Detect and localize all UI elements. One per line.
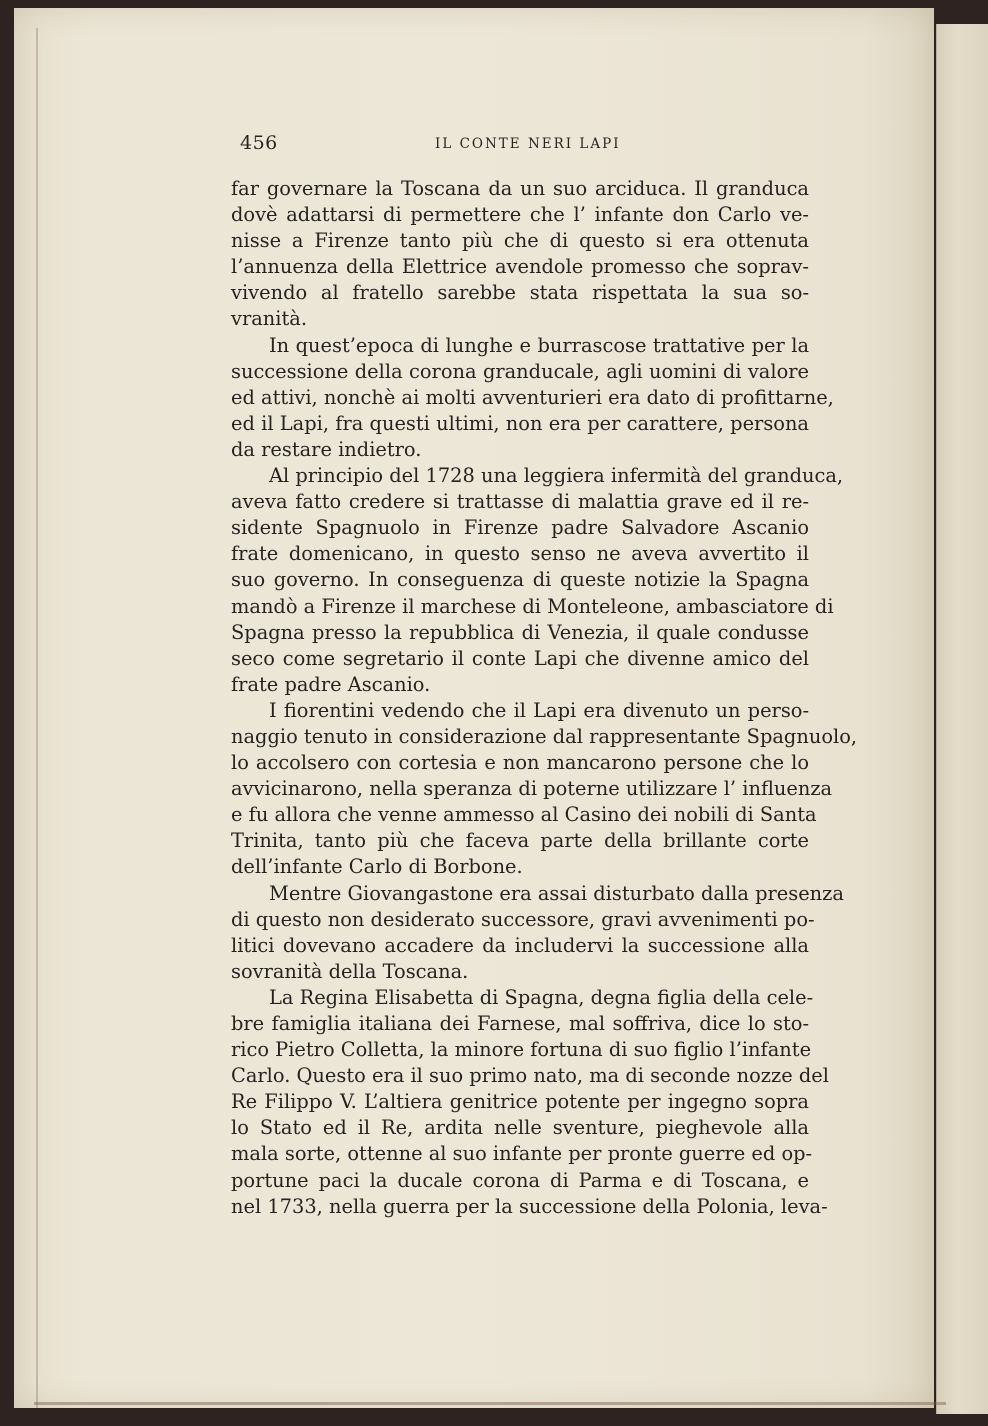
text-line: sidente Spagnuolo in Firenze padre Salvadore Ascanio [231, 516, 809, 540]
text-line: nisse a Firenze tanto più che di questo si era ottenuta [231, 229, 809, 253]
text-line: mandò a Firenze il marchese di Monteleone, ambasciatore di [231, 594, 834, 618]
paragraph [231, 881, 844, 985]
page-header [240, 128, 812, 156]
text-line: l’annuenza della Elettrice avendole promesso che soprav- [231, 255, 809, 279]
paragraph [231, 463, 844, 698]
text-line: litici dovevano accadere da includervi la successione alla [231, 933, 809, 957]
text-line: da restare indietro. [231, 437, 422, 461]
text-line: Mentre Giovangastone era assai disturbato dalla presenza [269, 881, 844, 905]
text-line: ed il Lapi, fra questi ultimi, non era per carattere, persona [231, 411, 809, 435]
text-line: portune paci la ducale corona di Parma e di Toscana, e [231, 1168, 809, 1192]
page-bottom-edge [34, 1402, 946, 1405]
text-line: bre famiglia italiana dei Farnese, mal soffriva, dice lo sto- [231, 1012, 809, 1035]
paragraph [231, 698, 858, 881]
text-line: rico Pietro Colletta, la minore fortuna di suo figlio l’infante [231, 1038, 812, 1062]
paragraph [231, 333, 834, 463]
text-line: frate domenicano, in questo senso ne aveva avvertito il [231, 542, 809, 566]
text-line: lo Stato ed il Re, ardita nelle sventure, pieghevole alla [231, 1116, 809, 1140]
text-line: frate padre Ascanio. [231, 672, 431, 696]
next-page-edge [936, 24, 988, 1414]
text-line: La Regina Elisabetta di Spagna, degna figlia della cele- [269, 985, 814, 1009]
text-line: seco come segretario il conte Lapi che divenne amico del [231, 646, 809, 670]
text-line: nel 1733, nella guerra per la successione della Polonia, leva- [231, 1194, 828, 1218]
text-line: suo governo. In conseguenza di queste notizie la Spagna [231, 568, 809, 592]
text-line: lo accolsero con cortesia e non mancarono persone che lo [231, 751, 809, 775]
text-line: I fiorentini vedendo che il Lapi era divenuto un perso- [269, 698, 809, 722]
text-line: Spagna presso la repubblica di Venezia, il quale condusse [231, 620, 809, 644]
page-number: 456 [240, 132, 278, 154]
text-line: naggio tenuto in considerazione dal rappresentante Spagnuolo, [231, 724, 858, 748]
spine-shadow [36, 28, 38, 1408]
text-line: mala sorte, ottenne al suo infante per pronte guerre ed op- [231, 1142, 813, 1166]
text-line: Carlo. Questo era il suo primo nato, ma di seconde nozze del [231, 1064, 829, 1088]
body-text [231, 176, 858, 1220]
text-line: ed attivi, nonchè ai molti avventurieri era dato di profittarne, [231, 385, 834, 409]
text-line: vranità. [231, 307, 307, 331]
text-line: sovranità della Toscana. [231, 959, 469, 983]
text-line: dell’infante Carlo di Borbone. [231, 855, 523, 879]
text-line: successione della corona granducale, agli uomini di valore [231, 359, 809, 383]
text-line: Al principio del 1728 una leggiera infermità del granduca, [269, 464, 844, 488]
text-line: far governare la Toscana da un suo arciduca. Il granduca [231, 177, 809, 200]
running-title: IL CONTE NERI LAPI [435, 136, 621, 152]
text-line: Trinita, tanto più che faceva parte della brillante corte [231, 829, 809, 853]
text-line: In quest’epoca di lunghe e burrascose trattative per la [269, 333, 809, 357]
paragraph [231, 985, 829, 1220]
text-line: avvicinarono, nella speranza di poterne utilizzare l’ influenza [231, 777, 833, 801]
paragraph [231, 176, 809, 333]
text-line: aveva fatto credere si trattasse di malattia grave ed il re- [231, 490, 809, 514]
text-line: e fu allora che venne ammesso al Casino dei nobili di Santa [231, 803, 817, 827]
text-line: dovè adattarsi di permettere che l’ infante don Carlo ve- [231, 203, 809, 227]
text-line: Re Filippo V. L’altiera genitrice potente per ingegno sopra [231, 1090, 809, 1114]
text-line: vivendo al fratello sarebbe stata rispettata la sua so- [231, 281, 809, 305]
text-line: di questo non desiderato successore, gravi avvenimenti po- [231, 907, 815, 931]
